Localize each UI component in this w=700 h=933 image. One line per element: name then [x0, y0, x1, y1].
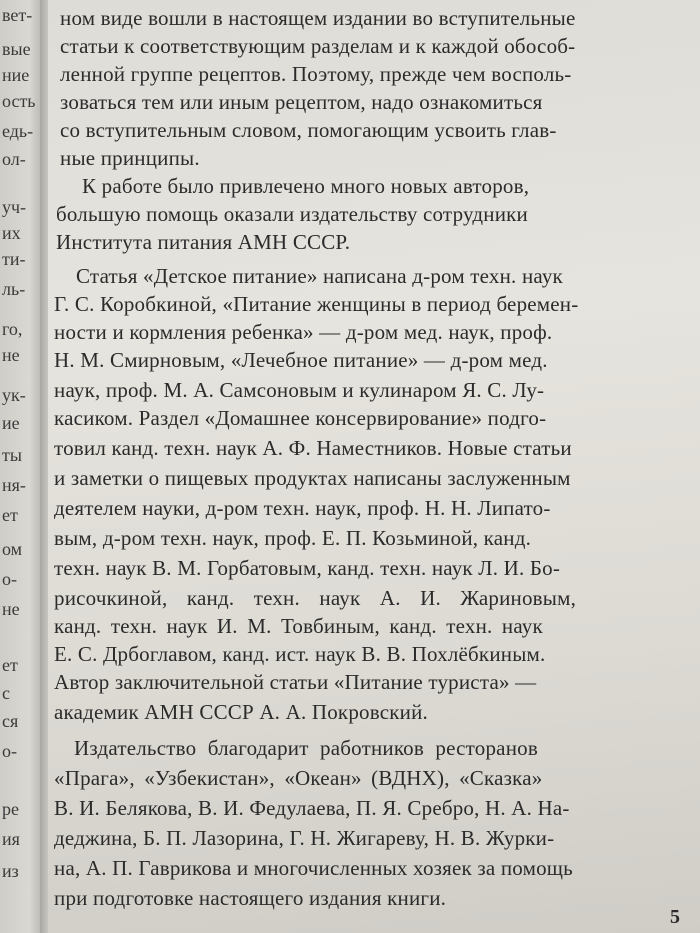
- left-page-fragment: едь-: [2, 121, 34, 141]
- left-page-fragment: не: [2, 599, 20, 619]
- left-page-fragment: ет: [2, 505, 18, 525]
- text-line: ленной группе рецептов. Поэтому, прежде чем восполь-: [60, 62, 572, 86]
- left-page-fragment: о-: [2, 569, 17, 589]
- text-line: статьи к соответствующим разделам и к каждой обособ-: [60, 34, 576, 58]
- left-page-fragment: не: [2, 345, 20, 365]
- text-line: Г. С. Коробкиной, «Питание женщины в период беремен-: [54, 292, 579, 316]
- left-page-fragment: ом: [2, 539, 23, 559]
- text-line: при подготовке настоящего издания книги.: [54, 886, 447, 910]
- left-page-fragment: о-: [2, 741, 17, 761]
- left-page-fragment: с: [2, 683, 10, 703]
- text-line: вым, д-ром техн. наук, проф. Е. П. Козьминой, канд.: [54, 526, 532, 550]
- text-line: Н. М. Смирновым, «Лечебное питание» — д-ром мед.: [54, 348, 548, 372]
- text-line: рисочкиной, канд. техн. наук А. И. Жариновым,: [54, 586, 577, 610]
- text-line: ные принципы.: [60, 146, 200, 170]
- text-line: большую помощь оказали издательству сотрудники: [56, 202, 528, 226]
- text-line: Института питания АМН СССР.: [56, 230, 351, 254]
- text-line: В. И. Белякова, В. И. Федулаева, П. Я. Сребро, Н. А. На-: [54, 796, 570, 820]
- text-line: Статья «Детское питание» написана д-ром техн. наук: [76, 264, 563, 288]
- left-page-fragment: ость: [2, 91, 36, 111]
- left-page-fragment: ня-: [2, 475, 26, 495]
- left-page-fragment: уч-: [2, 197, 27, 217]
- left-page-fragment: ия: [2, 829, 20, 849]
- page-number: 5: [670, 906, 680, 928]
- left-page-fragment: ты: [2, 445, 22, 465]
- left-page-fragment: вые: [2, 39, 31, 59]
- left-page-fragment: ук-: [2, 385, 26, 405]
- text-line: техн. наук В. М. Горбатовым, канд. техн. наук Л. И. Бо-: [54, 556, 561, 580]
- left-page-fragment: ре: [2, 799, 19, 819]
- text-line: ности и кормления ребенка» — д-ром мед. наук, проф.: [54, 320, 553, 344]
- text-line: деджина, Б. П. Лазорина, Г. Н. Жигареву, Н. В. Журки-: [54, 826, 555, 850]
- left-page-fragment: го,: [2, 319, 23, 339]
- text-line: и заметки о пищевых продуктах написаны заслуженным: [54, 466, 571, 490]
- text-line: академик АМН СССР А. А. Покровский.: [54, 700, 428, 724]
- left-page-fragment: ль-: [2, 279, 26, 299]
- text-line: касиком. Раздел «Домашнее консервирование» подго-: [54, 406, 547, 430]
- left-page-fragment: ол-: [2, 149, 26, 169]
- left-page-fragment: из: [2, 861, 19, 881]
- text-line: «Прага», «Узбекистан», «Океан» (ВДНХ), «Сказка»: [54, 766, 543, 790]
- text-line: ном виде вошли в настоящем издании во вступительные: [60, 6, 576, 30]
- text-line: товил канд. техн. наук А. Ф. Наместников. Новые статьи: [54, 436, 572, 460]
- text-line: Издательство благодарит работников ресторанов: [74, 736, 538, 760]
- book-gutter: [40, 0, 48, 933]
- left-page-fragment: ти-: [2, 249, 26, 269]
- left-page-fragment: ся: [2, 711, 19, 731]
- left-page-fragment: их: [2, 223, 21, 243]
- text-line: со вступительным словом, помогающим усвоить глав-: [60, 118, 557, 142]
- text-line: Е. С. Дрбоглавом, канд. ист. наук В. В. Похлёбкиным.: [54, 642, 546, 666]
- left-page-fragment: ие: [2, 413, 20, 433]
- text-line: зоваться тем или иным рецептом, надо ознакомиться: [60, 90, 543, 114]
- text-line: на, А. П. Гаврикова и многочисленных хозяек за помощь: [54, 856, 573, 880]
- text-line: канд. техн. наук И. М. Товбиным, канд. техн. наук: [54, 614, 543, 638]
- text-line: наук, проф. М. А. Самсоновым и кулинаром Я. С. Лу-: [54, 378, 545, 402]
- left-page-edge: [0, 0, 42, 933]
- text-line: К работе было привлечено много новых авторов,: [82, 174, 530, 198]
- left-page-fragment: ет: [2, 655, 18, 675]
- left-page-fragment: ние: [2, 65, 30, 85]
- text-line: деятелем науки, д-ром техн. наук, проф. Н. Н. Липато-: [54, 496, 551, 520]
- left-page-fragment: вет-: [2, 5, 33, 25]
- text-line: Автор заключительной статьи «Питание туриста» —: [54, 670, 537, 694]
